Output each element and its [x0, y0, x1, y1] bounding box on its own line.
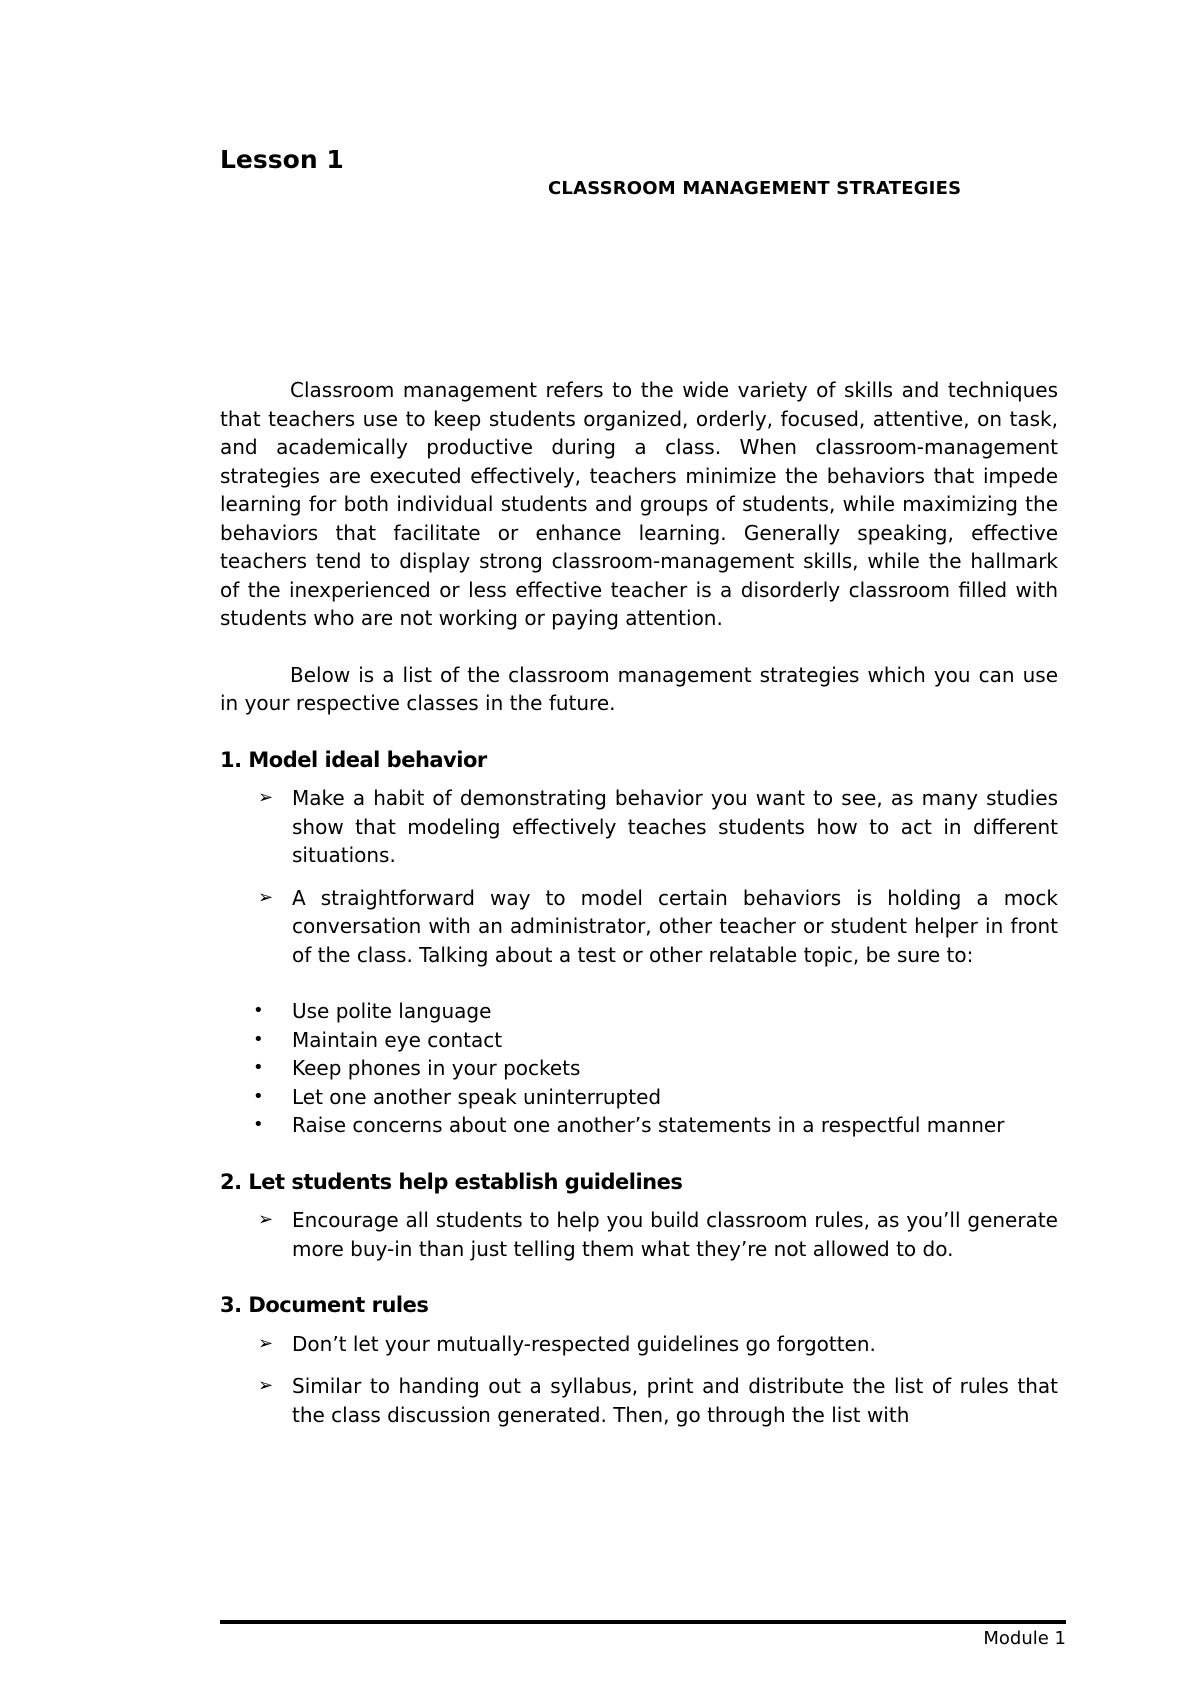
section-document-rules: [220, 1291, 1058, 1429]
arrow-bullet-icon: ➢: [258, 787, 274, 808]
arrow-list-item-text: Don’t let your mutually-respected guidelines go forgotten.: [292, 1331, 876, 1356]
section-heading: 2. Let students help establish guidelines: [220, 1169, 683, 1194]
arrow-list-item: [220, 884, 1058, 970]
bullet-list-item: [220, 1054, 1058, 1083]
arrow-bullet-icon: ➢: [258, 1375, 274, 1396]
intro-paragraph: Classroom management refers to the wide variety of skills and techniques that teachers use to keep students organized, orderly, focused, attentive, on task, and academically productive during a class. When classroom-management strategies are executed effectively, teachers minimize the behaviors that impede learning for both individual students and groups of students, while maximizing the behaviors that facilitate or enhance learning. Generally speaking, effective teachers tend to display strong classroom-management skills, while the hallmark of the inexperienced or less effective teacher is a disorderly classroom filled with students who are not working or paying attention.: [220, 378, 1058, 630]
bullet-list-item-text: Use polite language: [292, 999, 492, 1023]
bullet-dot-icon: •: [253, 1000, 264, 1021]
document-body: [220, 376, 1058, 1429]
bullet-dot-icon: •: [253, 1057, 264, 1078]
section-model-ideal-behavior: [220, 746, 1058, 1140]
bullet-dot-icon: •: [253, 1085, 264, 1107]
bullet-list-item: [220, 1111, 1058, 1140]
bullet-list-item-text: Raise concerns about one another’s statements in a respectful manner: [292, 1113, 1005, 1137]
arrow-list-item-text: Similar to handing out a syllabus, print and distribute the list of rules that the class discussion generated. Then, go through the list with: [292, 1374, 1058, 1427]
lesson-label: Lesson 1: [220, 145, 344, 174]
footer-divider: [220, 1620, 1066, 1624]
footer-module-label: Module 1: [983, 1628, 1066, 1649]
bullet-list-item-text: Let one another speak uninterrupted: [292, 1084, 662, 1109]
intro-paragraph: Below is a list of the classroom management strategies which you can use in your respective classes in the future.: [220, 662, 1058, 715]
section-heading: 1. Model ideal behavior: [220, 747, 487, 772]
arrow-bullet-icon: ➢: [258, 1209, 274, 1230]
arrow-list-item-text: A straightforward way to model certain behaviors is holding a mock conversation with an administrator, other teacher or student helper in front of the class. Talking about a test or other relatable topic, be sure to:: [292, 885, 1058, 967]
arrow-bullet-icon: ➢: [258, 886, 274, 908]
page-title: CLASSROOM MANAGEMENT STRATEGIES: [548, 178, 962, 199]
arrow-list-item: [220, 1330, 1058, 1359]
section-student-guidelines: [220, 1168, 1058, 1264]
section-heading: 3. Document rules: [220, 1293, 429, 1317]
bullet-list-item: [220, 1083, 1058, 1112]
bullet-dot-icon: •: [253, 1028, 264, 1050]
arrow-list-item: [220, 1206, 1058, 1263]
arrow-list-item-text: Make a habit of demonstrating behavior you want to see, as many studies show that modeling effectively teaches students how to act in different situations.: [292, 786, 1058, 867]
bullet-dot-icon: •: [253, 1114, 264, 1135]
bullet-list-item: [220, 1026, 1058, 1055]
bullet-list-item-text: Keep phones in your pockets: [292, 1056, 581, 1080]
arrow-list-item: [220, 784, 1058, 870]
bullet-list: [220, 997, 1058, 1140]
arrow-list-item-text: Encourage all students to help you build classroom rules, as you’ll generate more buy-in than just telling them what they’re not allowed to do.: [292, 1208, 1058, 1261]
bullet-list-item-text: Maintain eye contact: [292, 1027, 503, 1052]
arrow-list-item: [220, 1372, 1058, 1429]
bullet-list-item: [220, 997, 1058, 1026]
arrow-bullet-icon: ➢: [258, 1332, 274, 1354]
